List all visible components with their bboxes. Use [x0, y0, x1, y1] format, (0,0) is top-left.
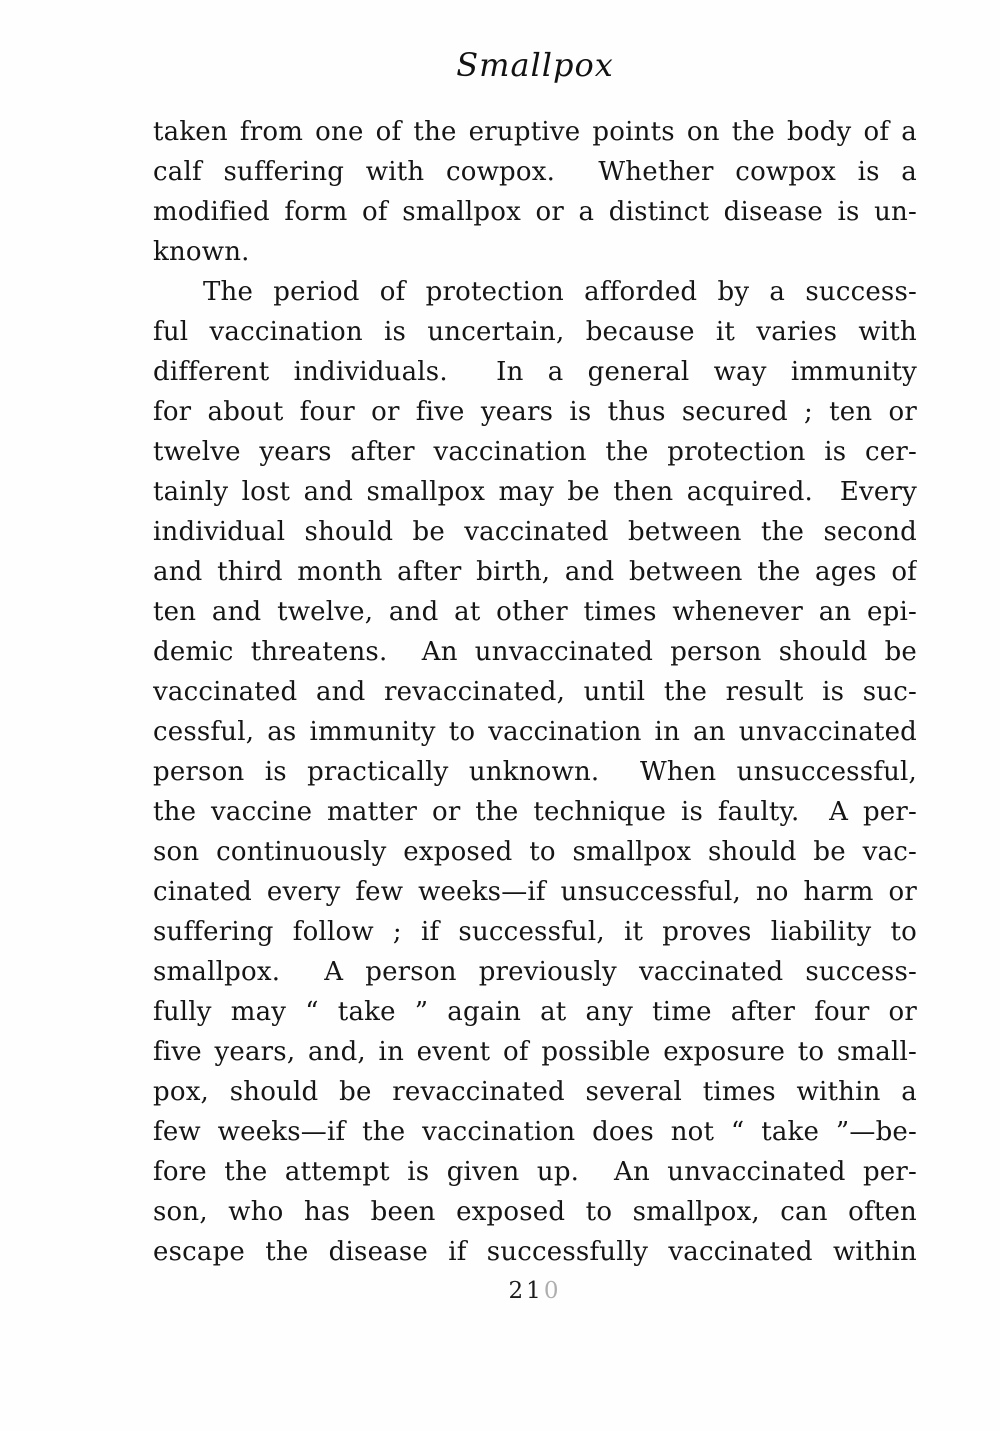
page-title: Smallpox: [456, 46, 614, 84]
text-line: ten and twelve, and at other times whenever an epi-: [153, 597, 917, 627]
text-line: demic threatens. An unvaccinated person should be: [153, 637, 917, 667]
page-number: [153, 1278, 917, 1304]
text-line: for about four or five years is thus secured ; ten or: [153, 397, 917, 427]
text-line: cessful, as immunity to vaccination in an unvaccinated: [153, 717, 917, 747]
text-line: taken from one of the eruptive points on the body of a: [153, 117, 917, 147]
text-line: son, who has been exposed to smallpox, can often: [153, 1197, 917, 1227]
text-line: calf suffering with cowpox. Whether cowpox is a: [153, 157, 917, 187]
text-line: escape the disease if successfully vaccinated within: [153, 1237, 917, 1267]
text-line: tainly lost and smallpox may be then acquired. Every: [153, 477, 917, 507]
page-number-faded-digit: 0: [543, 1278, 562, 1304]
text-line: modified form of smallpox or a distinct disease is un-: [153, 197, 917, 227]
text-line: individual should be vaccinated between the second: [153, 517, 917, 547]
text-line: person is practically unknown. When unsuccessful,: [153, 757, 917, 787]
text-line: ful vaccination is uncertain, because it varies with: [153, 317, 917, 347]
text-line: vaccinated and revaccinated, until the result is suc-: [153, 677, 917, 707]
body-text: [153, 112, 917, 1272]
page-number-digits: 21: [508, 1278, 544, 1304]
text-line: smallpox. A person previously vaccinated success-: [153, 957, 917, 987]
text-line: suffering follow ; if successful, it proves liability to: [153, 917, 917, 947]
text-line: The period of protection afforded by a success-: [203, 277, 917, 307]
text-line: known.: [153, 237, 250, 267]
text-line: the vaccine matter or the technique is faulty. A per-: [153, 797, 917, 827]
text-line: few weeks—if the vaccination does not “ take ”—be-: [153, 1117, 917, 1147]
text-line: cinated every few weeks—if unsuccessful, no harm or: [153, 877, 917, 907]
text-line: fore the attempt is given up. An unvaccinated per-: [153, 1157, 917, 1187]
text-line: different individuals. In a general way immunity: [153, 357, 917, 387]
text-line: fully may “ take ” again at any time after four or: [153, 997, 917, 1027]
text-line: five years, and, in event of possible exposure to small-: [153, 1037, 917, 1067]
text-line: pox, should be revaccinated several times within a: [153, 1077, 917, 1107]
text-line: twelve years after vaccination the protection is cer-: [153, 437, 917, 467]
text-line: and third month after birth, and between the ages of: [153, 557, 917, 587]
text-line: son continuously exposed to smallpox should be vac-: [153, 837, 917, 867]
